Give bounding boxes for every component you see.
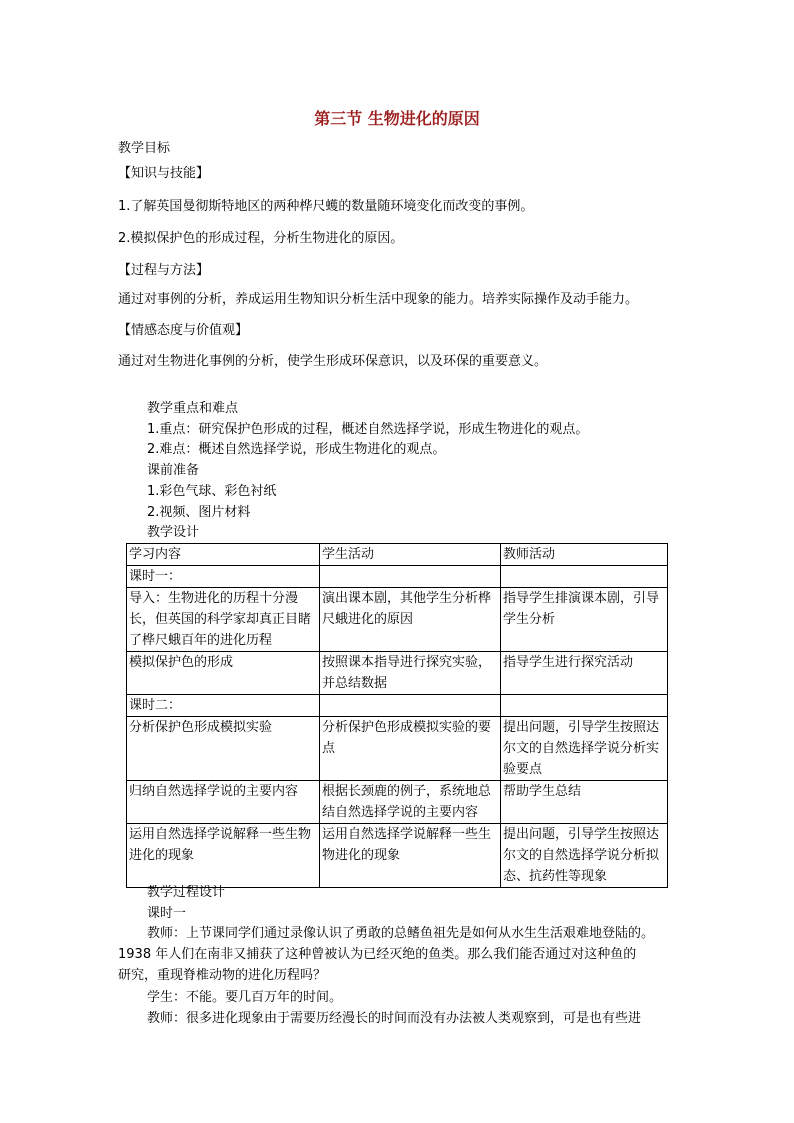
prep-item: 2.视频、图片材料: [147, 505, 251, 520]
table-cell: 分析保护色形成模拟实验的要点: [320, 717, 501, 781]
table-cell: 课时一：: [127, 566, 320, 588]
document-title: 第三节 生物进化的原因: [314, 109, 480, 128]
difficult-point: 2.难点：概述自然选择学说，形成生物进化的观点。: [147, 442, 446, 457]
table-header-cell: 学习内容: [127, 544, 320, 566]
table-header-row: [127, 544, 668, 566]
dialogue-line: 学生：不能。要几百万年的时间。: [147, 990, 343, 1005]
key-point: 1.重点：研究保护色形成的过程，概述自然选择学说，形成生物进化的观点。: [147, 422, 589, 437]
teaching-design-table: [126, 543, 668, 888]
table-cell: 导入：生物进化的历程十分漫长，但英国的科学家却真正目睹了桦尺蛾百年的进化历程: [127, 588, 320, 652]
table-header-cell: 学生活动: [320, 544, 501, 566]
table-cell: 按照课本指导进行探究实验，并总结数据: [320, 652, 501, 695]
table-cell: 归纳自然选择学说的主要内容: [127, 781, 320, 824]
objectives-heading: 教学目标: [118, 141, 171, 156]
table-cell: 模拟保护色的形成: [127, 652, 320, 695]
table-cell: 课时二：: [127, 695, 320, 717]
knowledge-item: 2.模拟保护色的形成过程，分析生物进化的原因。: [118, 231, 404, 246]
table-row: [127, 695, 668, 717]
knowledge-item: 1.了解英国曼彻斯特地区的两种桦尺蠖的数量随环境变化而改变的事例。: [118, 199, 534, 214]
prep-heading: 课前准备: [147, 463, 200, 478]
table-cell: 提出问题，引导学生按照达尔文的自然选择学说分析实验要点: [501, 717, 668, 781]
lesson-one-heading: 课时一: [147, 906, 187, 921]
table-header-cell: 教师活动: [501, 544, 668, 566]
table-cell: [320, 566, 501, 588]
table-cell: 指导学生排演课本剧，引导学生分析: [501, 588, 668, 652]
table-row: [127, 824, 668, 888]
design-heading: 教学设计: [147, 525, 200, 540]
table-cell: [501, 695, 668, 717]
dialogue-line: 教师：上节课同学们通过录像认识了勇敢的总鳍鱼祖先是如何从水生生活艰难地登陆的。: [147, 926, 655, 941]
table-row: [127, 588, 668, 652]
table-cell: 指导学生进行探究活动: [501, 652, 668, 695]
emotion-heading: 【情感态度与价值观】: [118, 323, 249, 338]
process-text: 通过对事例的分析，养成运用生物知识分析生活中现象的能力。培养实际操作及动手能力。: [118, 292, 639, 307]
table-cell: 帮助学生总结: [501, 781, 668, 824]
process-heading: 【过程与方法】: [118, 263, 210, 278]
process-design-heading: 教学过程设计: [147, 885, 226, 900]
table-cell: 运用自然选择学说解释一些生物进化的现象: [127, 824, 320, 888]
table-cell: [501, 566, 668, 588]
table-cell: 分析保护色形成模拟实验: [127, 717, 320, 781]
knowledge-heading: 【知识与技能】: [118, 166, 210, 181]
prep-item: 1.彩色气球、彩色衬纸: [147, 484, 277, 499]
table-cell: [320, 695, 501, 717]
table-row: [127, 566, 668, 588]
emotion-text: 通过对生物进化事例的分析，使学生形成环保意识，以及环保的重要意义。: [118, 354, 548, 369]
dialogue-line: 1938 年人们在南非又捕获了这种曾被认为已经灭绝的鱼类。那么我们能否通过对这种鱼的: [118, 947, 637, 962]
dialogue-line: 研究，重现脊椎动物的进化历程吗？: [118, 968, 327, 983]
key-points-heading: 教学重点和难点: [147, 401, 239, 416]
table-cell: 演出课本剧，其他学生分析桦尺蛾进化的原因: [320, 588, 501, 652]
table-row: [127, 717, 668, 781]
dialogue-line: 教师：很多进化现象由于需要历经漫长的时间而没有办法被人类观察到，可是也有些进: [147, 1011, 642, 1026]
table-row: [127, 781, 668, 824]
table-row: [127, 652, 668, 695]
table-cell: 根据长颈鹿的例子，系统地总结自然选择学说的主要内容: [320, 781, 501, 824]
table-cell: 提出问题，引导学生按照达尔文的自然选择学说分析拟态、抗药性等现象: [501, 824, 668, 888]
table-cell: 运用自然选择学说解释一些生物进化的现象: [320, 824, 501, 888]
